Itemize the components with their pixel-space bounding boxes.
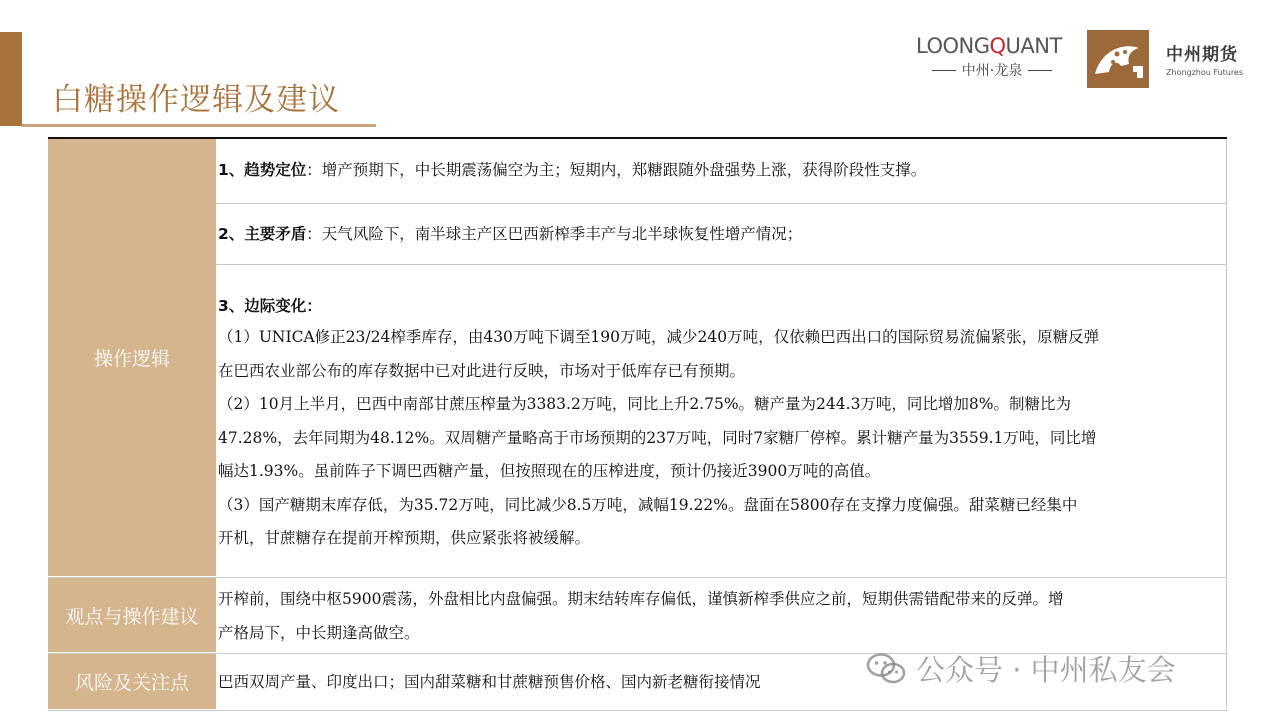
analysis-table: [48, 137, 1227, 711]
wechat-icon: [866, 652, 906, 686]
item3-line: 47.28%，去年同期为48.12%。双周糖产量略高于市场预期的237万吨，同时7家糖厂停榨。累计糖产量为3559.1万吨，同比增: [218, 428, 1097, 447]
title-underline: [22, 124, 376, 127]
risk-text: 巴西双周产量、印度出口；国内甜菜糖和甘蔗糖预售价格、国内新老糖衔接情况: [218, 673, 761, 691]
item2-heading: 2、主要矛盾: [218, 225, 307, 243]
logic-item-2: [216, 204, 1226, 265]
item3-line: （1）UNICA修正23/24榨季库存，由430万吨下调至190万吨，减少240万吨，仅依赖巴西出口的国际贸易流偏紧张，原糖反弹: [218, 328, 1100, 346]
item3-line: 开机，甘蔗糖存在提前开榨预期，供应紧张将被缓解。: [218, 529, 591, 547]
view-line: 开榨前，围绕中枢5900震荡，外盘相比内盘偏强。期末结转库存偏低，谨慎新榨季供应之前，短期供需错配带来的反弹。增: [218, 590, 1064, 608]
item1-heading: 1、趋势定位: [218, 161, 307, 179]
page-title: 白糖操作逻辑及建议: [52, 82, 340, 118]
item1-body: ：增产预期下，中长期震荡偏空为主；短期内，郑糖跟随外盘强势上涨，获得阶段性支撑。: [306, 161, 927, 179]
row-label-logic: 操作逻辑: [48, 139, 216, 577]
table-row-view: [48, 578, 1227, 654]
row-content-logic: [216, 139, 1227, 577]
item3-line: （3）国产糖期末库存低，为35.72万吨，同比减少8.5万吨，减幅19.22%。盘面在5800存在支撑力度偏强。甜菜糖已经集中: [218, 495, 1078, 514]
item3-line: 幅达1.93%。虽前阵子下调巴西糖产量，但按照现在的压榨进度，预计仍接近3900万吨的高值。: [218, 462, 881, 480]
loongquant-subtitle: 中州·龙泉: [916, 60, 1068, 80]
zhongzhou-leopard-logo-icon: [1087, 30, 1149, 88]
title-accent-bar: [0, 32, 22, 126]
item3-body: [218, 321, 1226, 556]
logic-item-3: [216, 265, 1226, 577]
zhongzhou-name-cn: 中州期货: [1166, 45, 1238, 65]
logic-item-1: [216, 139, 1226, 204]
row-content-view: [216, 578, 1227, 653]
view-line: 产格局下，中长期逢高做空。: [218, 623, 420, 642]
item3-line: （2）10月上半月，巴西中南部甘蔗压榨量为3383.2万吨，同比上升2.75%。糖产量为244.3万吨，同比增加8%。制糖比为: [218, 395, 1072, 413]
row-label-risk: 风险及关注点: [48, 654, 216, 710]
zhongzhou-logo-text: [1166, 40, 1243, 77]
table-row-logic: [48, 137, 1227, 578]
watermark-text: 公众号 · 中州私友会: [916, 653, 1176, 687]
item3-heading: 3、边际变化：: [218, 297, 322, 315]
zhongzhou-name-en: Zhongzhou Futures: [1166, 68, 1244, 77]
loongquant-wordmark: LOONGQUANT: [916, 34, 1062, 58]
wechat-watermark: [866, 648, 1176, 689]
row-label-view: 观点与操作建议: [48, 578, 216, 653]
item2-body: ：天气风险下，南半球主产区巴西新榨季丰产与北半球恢复性增产情况；: [306, 225, 803, 243]
loongquant-logo: [916, 34, 1068, 80]
item3-line: 在巴西农业部公布的库存数据中已对此进行反映，市场对于低库存已有预期。: [218, 361, 746, 380]
